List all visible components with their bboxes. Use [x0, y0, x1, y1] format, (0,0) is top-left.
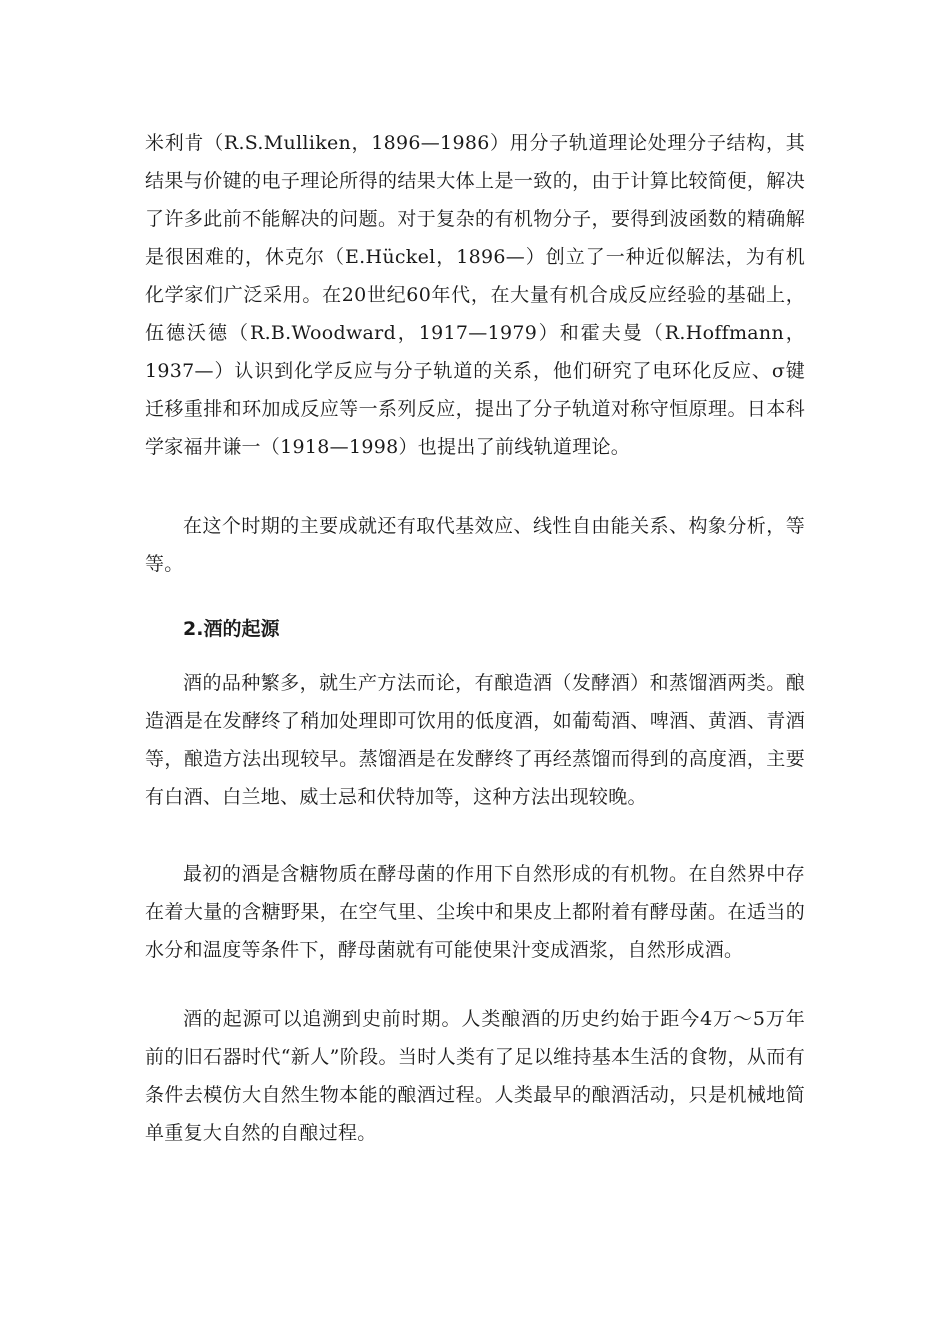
paragraph-achievements: 在这个时期的主要成就还有取代基效应、线性自由能关系、构象分析，等等。 — [145, 515, 805, 575]
paragraph-wine-history: 酒的起源可以追溯到史前时期。人类酿酒的历史约始于距今4万～5万年前的旧石器时代“新人”阶段。当时人类有了足以维持基本生活的食物，从而有条件去模仿大自然生物本能的酿酒过程。人类最早的酿酒活动，只是机械地简单重复大自然的自酿过程。 — [145, 1008, 805, 1144]
paragraph-wine-types: 酒的品种繁多，就生产方法而论，有酿造酒（发酵酒）和蒸馏酒两类。酿造酒是在发酵终了稍加处理即可饮用的低度酒，如葡萄酒、啤酒、黄酒、青酒等，酿造方法出现较早。蒸馏酒是在发酵终了再经蒸馏而得到的高度酒，主要有白酒、白兰地、威士忌和伏特加等，这种方法出现较晚。 — [145, 672, 805, 808]
section-heading: 2.酒的起源 — [183, 618, 280, 640]
paragraph-molecular-orbital: 米利肯（R.S.Mulliken，1896—1986）用分子轨道理论处理分子结构，其结果与价键的电子理论所得的结果大体上是一致的，由于计算比较简便，解决了许多此前不能解决的问题。对于复杂的有机物分子，要得到波函数的精确解是很困难的，休克尔（E.Hückel，1896—）创立了一种近似解法，为有机化学家们广泛采用。在20世纪60年代，在大量有机合成反应经验的基础上，伍德沃德（R.B.Woodward，1917—1979）和霍夫曼（R.Hoffmann，1937—）认识到化学反应与分子轨道的关系，他们研究了电环化反应、σ键迁移重排和环加成反应等一系列反应，提出了分子轨道对称守恒原理。日本科学家福井谦一（1918—1998）也提出了前线轨道理论。 — [145, 132, 805, 458]
paragraph-wine-formation: 最初的酒是含糖物质在酵母菌的作用下自然形成的有机物。在自然界中存在着大量的含糖野果，在空气里、尘埃中和果皮上都附着有酵母菌。在适当的水分和温度等条件下，酵母菌就有可能使果汁变成酒浆，自然形成酒。 — [145, 863, 805, 961]
